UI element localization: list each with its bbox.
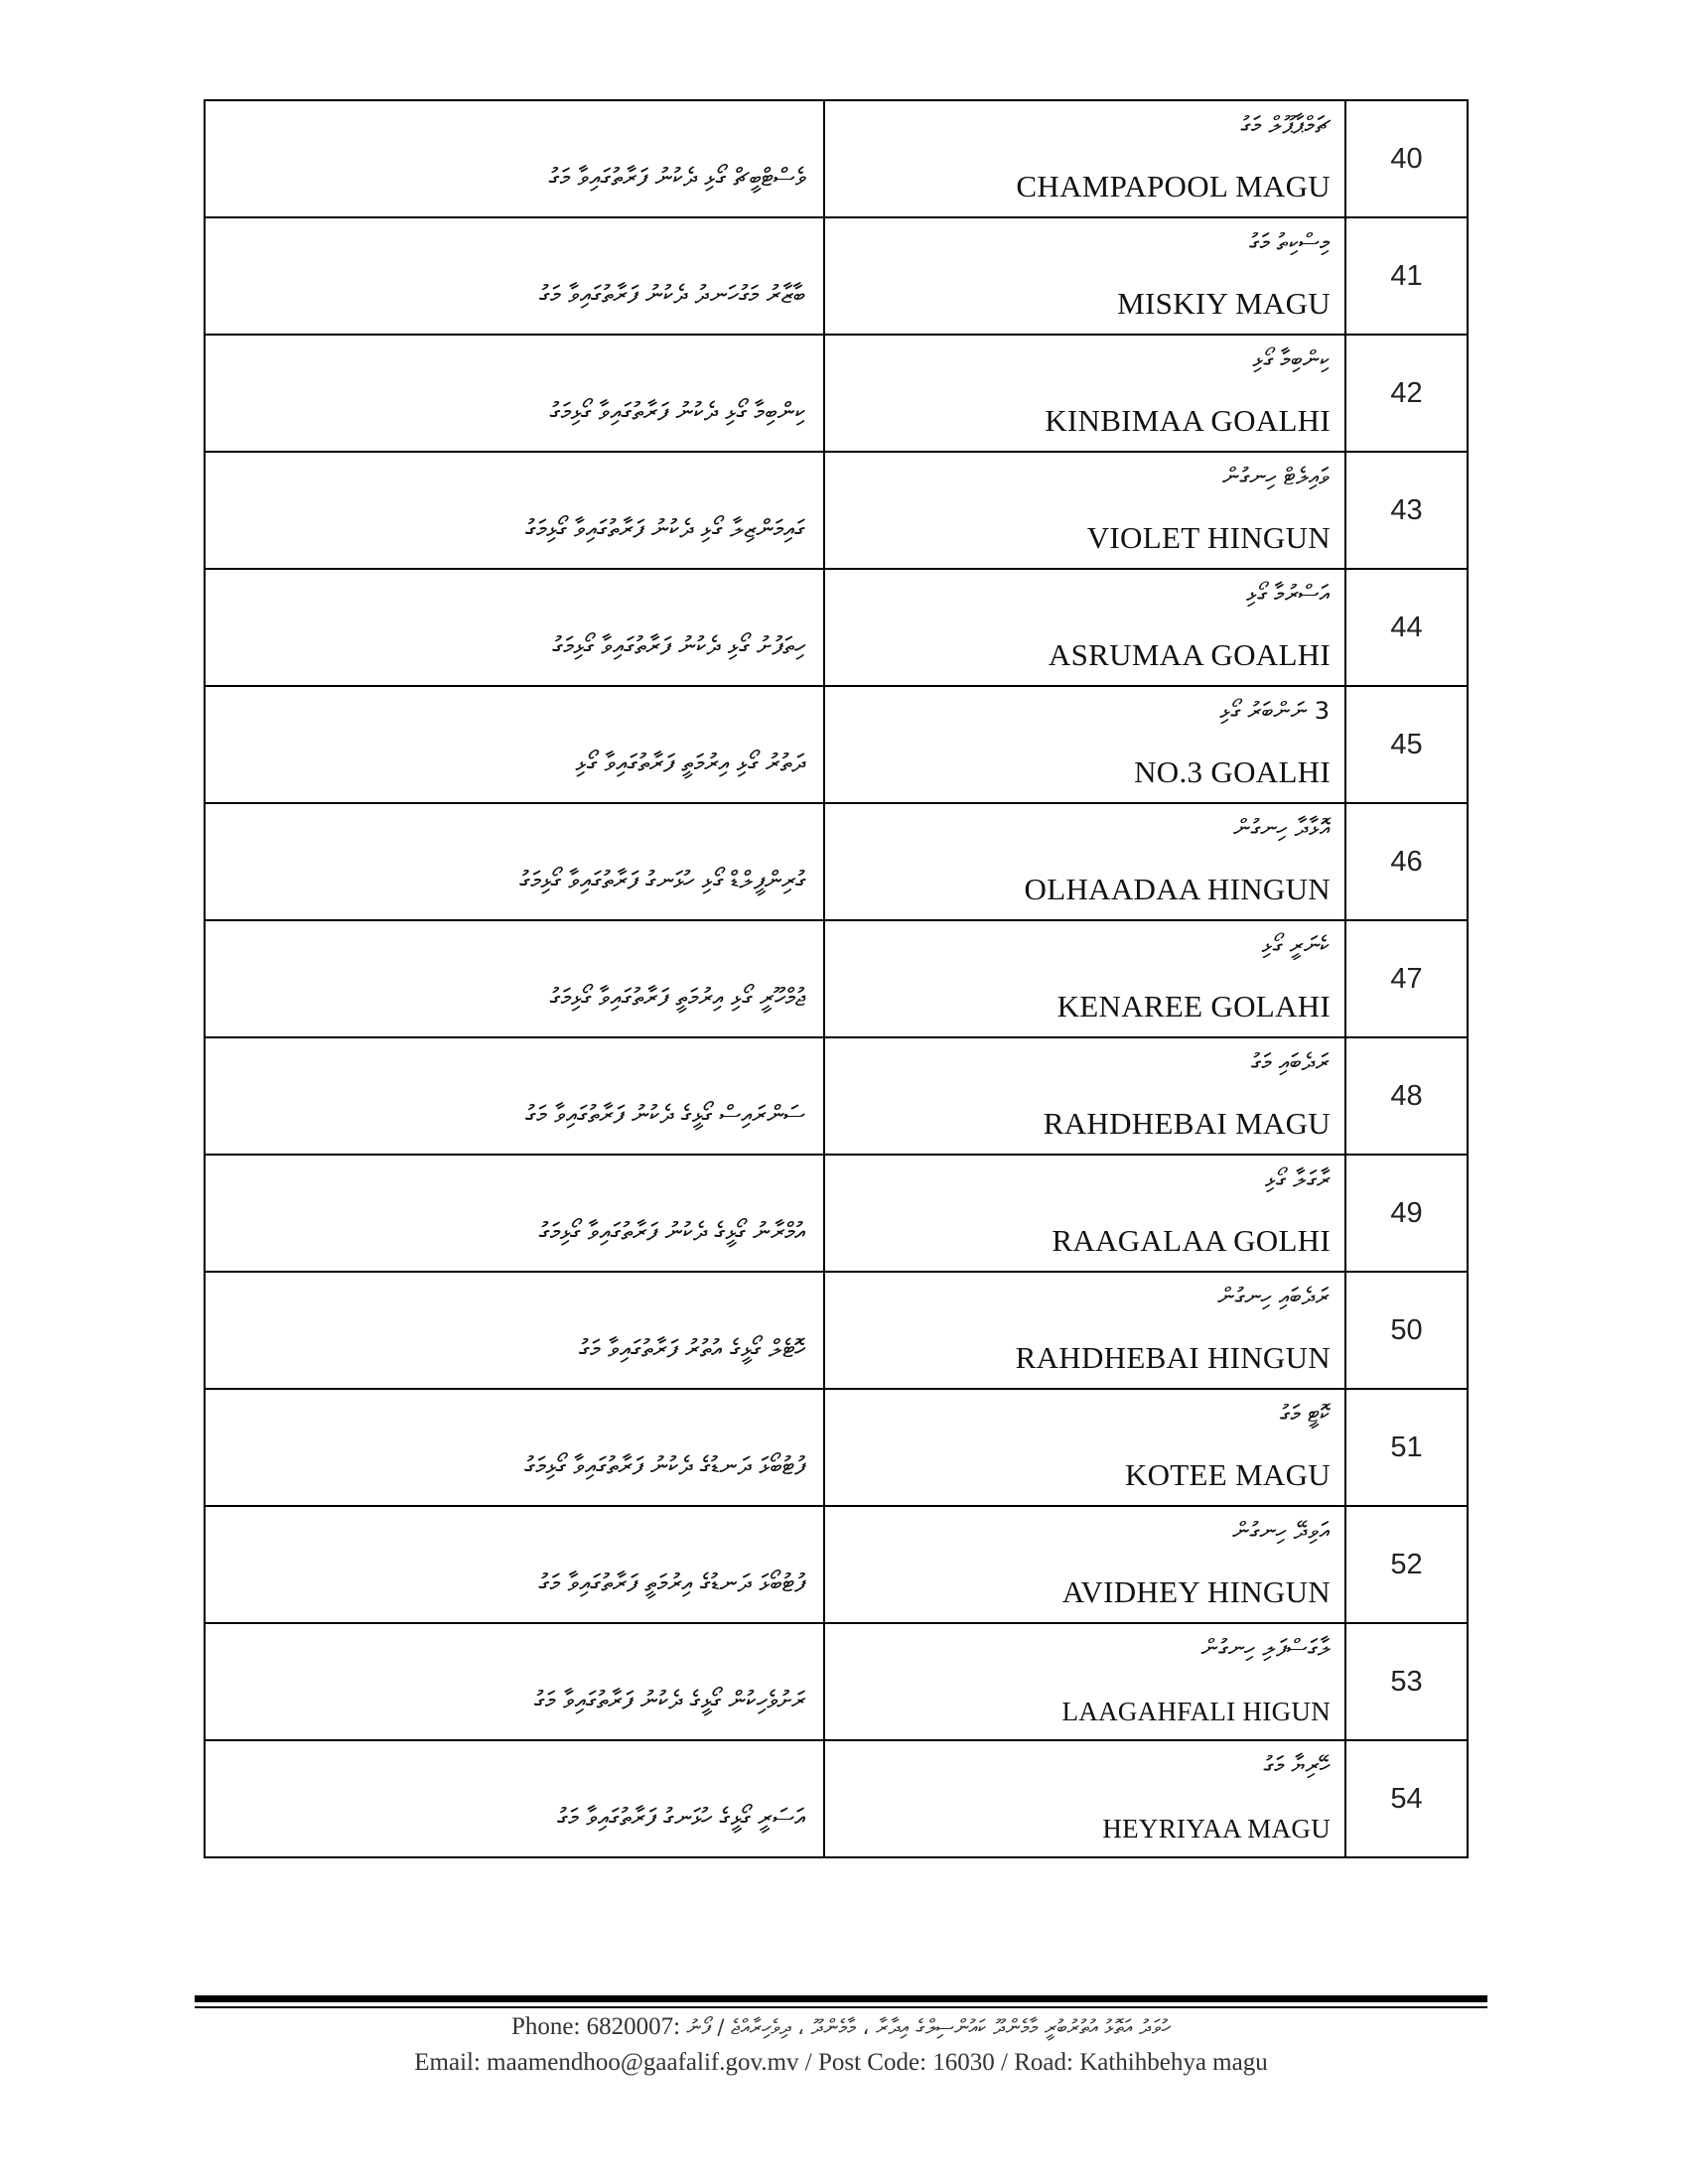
street-name-english: CHAMPAPOOL MAGU [1016, 169, 1331, 204]
table-row [205, 1506, 1468, 1623]
table-row [205, 1389, 1468, 1506]
street-name-cell [824, 686, 1345, 803]
street-name-cell [824, 1155, 1345, 1272]
street-name-cell [824, 1506, 1345, 1623]
street-description: ގައިމަންޒިލާ ގޯޅި ދެކުނު ފަރާތުގައިވާ ގޯޅިމަގު [205, 452, 824, 569]
table-row [205, 1037, 1468, 1155]
row-number: 41 [1345, 217, 1468, 335]
street-description: އަސަރީ ގޯޅީގެ ހުޅަނގު ފަރާތުގައިވާ މަގު [205, 1740, 824, 1857]
street-description: ފުޓުބޯޅަ ދަނޑުގެ އިރުމަތީ ފަރާތުގައިވާ މަގު [205, 1506, 824, 1623]
row-number: 53 [1345, 1623, 1468, 1740]
table-row [205, 1623, 1468, 1740]
street-name-cell [824, 920, 1345, 1037]
street-description: ބާޒާރު މަގުހަނދު ދެކުނު ފަރާތުގައިވާ މަގު [205, 217, 824, 335]
row-number: 47 [1345, 920, 1468, 1037]
street-name-english: RAHDHEBAI MAGU [1043, 1106, 1331, 1141]
footer-address-dhivehi: ހުވަދު އަތޮޅު އުތުރުބުރީ މާމެންދޫ ކައުންސިލްގެ އިދާރާ ، މާމެންދޫ ، ދިވެހިރާއްޖެ / ފޯނު [686, 2015, 1172, 2039]
street-name-english: KINBIMAA GOALHI [1045, 403, 1331, 438]
street-name-cell [824, 1272, 1345, 1389]
street-name-dhivehi: ކޮޓީ މަގު [1279, 1400, 1330, 1428]
street-description: ދަތުރު ގޯޅި އިރުމަތީ ފަރާތުގައިވާ ގޯޅި [205, 686, 824, 803]
street-description: ރަށުވެހިކުން ގޯޅީގެ ދެކުނު ފަރާތުގައިވާ މަގު [205, 1623, 824, 1740]
street-name-dhivehi: ރާގަލާ ގޯޅި [1265, 1165, 1330, 1193]
street-name-cell [824, 1740, 1345, 1857]
table-row [205, 686, 1468, 803]
table-row [205, 217, 1468, 335]
street-names-table [204, 99, 1469, 1858]
street-name-cell [824, 452, 1345, 569]
street-name-english: RAAGALAA GOLHI [1052, 1223, 1331, 1258]
footer-contact-line [195, 2013, 1487, 2041]
row-number: 46 [1345, 803, 1468, 920]
table-row [205, 452, 1468, 569]
row-number: 44 [1345, 569, 1468, 686]
street-name-english: KOTEE MAGU [1124, 1457, 1331, 1492]
footer-phone: Phone: 6820007: [510, 2013, 681, 2040]
street-name-english: LAAGAHFALI HIGUN [1061, 1697, 1331, 1726]
street-name-cell [824, 335, 1345, 452]
row-number: 49 [1345, 1155, 1468, 1272]
street-name-dhivehi: ހޭރިޔާ މަގު [1263, 1751, 1330, 1779]
street-name-english: MISKIY MAGU [1117, 286, 1331, 321]
row-number: 43 [1345, 452, 1468, 569]
street-name-dhivehi: ރަދެބައި މަގު [1250, 1048, 1330, 1076]
table-row [205, 803, 1468, 920]
street-name-cell [824, 100, 1345, 217]
table-row [205, 920, 1468, 1037]
street-description: ކިންބިމާ ގޯޅި ދެކުނު ފަރާތުގައިވާ ގޯޅިމަގު [205, 335, 824, 452]
street-name-cell [824, 803, 1345, 920]
row-number: 45 [1345, 686, 1468, 803]
street-description: ޖުމްހޫރީ ގޯޅި އިރުމަތީ ފަރާތުގައިވާ ގޯޅިމަގު [205, 920, 824, 1037]
street-name-english: VIOLET HINGUN [1086, 520, 1331, 555]
footer-divider-thick [195, 1995, 1487, 2002]
street-name-english: HEYRIYAA MAGU [1102, 1814, 1331, 1843]
street-name-dhivehi: 3 ނަންބަރު ގޯޅި [1219, 697, 1330, 725]
street-name-dhivehi: ކެނަރީ ގޯޅި [1261, 931, 1330, 959]
street-name-dhivehi: ކިންބިމާ ގޯޅި [1252, 345, 1330, 373]
footer-email-line: Email: maamendhoo@gaafalif.gov.mv / Post Code: 16030 / Road: Kathihbehya magu [414, 2049, 1268, 2076]
table-row [205, 1740, 1468, 1857]
street-name-dhivehi: އަވިދޭ ހިނގުން [1232, 1517, 1330, 1545]
row-number: 52 [1345, 1506, 1468, 1623]
street-name-cell [824, 1623, 1345, 1740]
row-number: 42 [1345, 335, 1468, 452]
row-number: 48 [1345, 1037, 1468, 1155]
street-name-dhivehi: ލާގަސްފަލި ހިނގުން [1200, 1634, 1330, 1662]
table-row [205, 1272, 1468, 1389]
street-name-english: RAHDHEBAI HINGUN [1015, 1340, 1331, 1375]
street-name-cell [824, 569, 1345, 686]
street-description: ހޮޓެލް ގޯޅީގެ އުތުރު ފަރާތުގައިވާ މަގު [205, 1272, 824, 1389]
street-description: އުމްރާނު ގޯޅީގެ ދެކުނު ފަރާތުގައިވާ ގޯޅިމަގު [205, 1155, 824, 1272]
street-name-cell [824, 1389, 1345, 1506]
street-name-dhivehi: މިސްކިތު މަގު [1249, 228, 1330, 256]
street-description: ފުޓުބޯޅަ ދަނޑުގެ ދެކުނު ފަރާތުގައިވާ ގޯޅިމަގު [205, 1389, 824, 1506]
street-name-english: AVIDHEY HINGUN [1061, 1574, 1331, 1609]
street-name-english: ASRUMAA GOALHI [1048, 637, 1331, 672]
street-description: ސަންރައިސް ގޯޅީގެ ދެކުނު ފަރާތުގައިވާ މަގު [205, 1037, 824, 1155]
table-body [205, 100, 1468, 1857]
table-row [205, 1155, 1468, 1272]
footer-divider-thin [195, 2006, 1487, 2008]
table-row [205, 569, 1468, 686]
row-number: 54 [1345, 1740, 1468, 1857]
street-description: ގުރިންފީލްޑް ގޯޅި ހުޅަނގު ފަރާތުގައިވާ ގޯޅިމަގު [205, 803, 824, 920]
table-row [205, 335, 1468, 452]
row-number: 40 [1345, 100, 1468, 217]
street-name-dhivehi: ޗަމްޕާޕޫލް މަގު [1240, 111, 1330, 139]
street-name-english: KENAREE GOLAHI [1056, 989, 1331, 1024]
row-number: 50 [1345, 1272, 1468, 1389]
street-name-english: OLHAADAA HINGUN [1024, 872, 1331, 906]
table-row [205, 100, 1468, 217]
street-name-dhivehi: ރަދެބައި ހިނގުން [1217, 1283, 1330, 1310]
street-description: ހިތަފުށު ގޯޅި ދެކުނު ފަރާތުގައިވާ ގޯޅިމަގު [205, 569, 824, 686]
street-description: ވެސްޓްބީޗް ގޯޅި ދެކުނު ފަރާތުގައިވާ މަގު [205, 100, 824, 217]
row-number: 51 [1345, 1389, 1468, 1506]
street-name-cell [824, 1037, 1345, 1155]
street-name-cell [824, 217, 1345, 335]
street-name-dhivehi: ވައިލެޓް ހިނގުން [1222, 463, 1330, 490]
street-name-english: NO.3 GOALHI [1134, 754, 1331, 789]
street-name-dhivehi: އަސްރުމާ ގޯޅި [1246, 580, 1330, 608]
street-name-dhivehi: އޮޅާދާ ހިނގުން [1233, 814, 1330, 842]
